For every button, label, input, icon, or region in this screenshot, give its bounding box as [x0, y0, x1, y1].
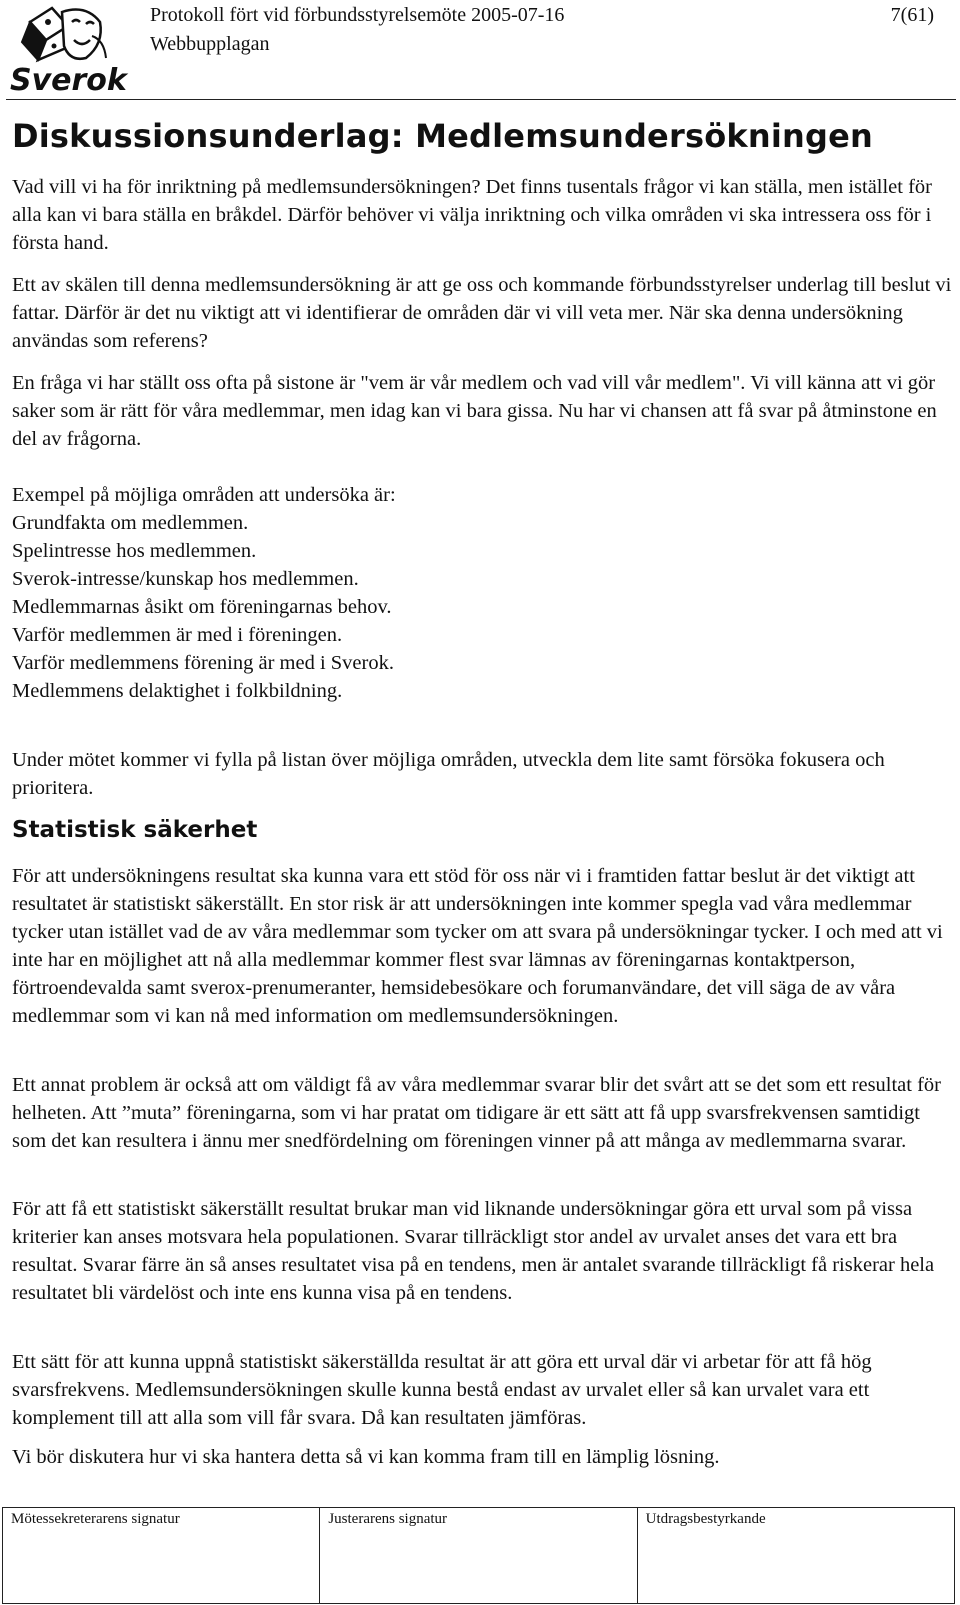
paragraph-stats-4: Ett sätt för att kunna uppnå statistiskt säkerställda resultat är att göra ett urval där vi arbetar för att få hög svarsfrekvens. Medlemsundersökningen skulle kunna bestå endast av urvalet eller så kan urvalet vara ett komplement till att alla som vill får svara. Då kan resultaten jämföras.	[12, 1351, 872, 1429]
paragraph-stats-3: För att få ett statistiskt säkerställt resultat brukar man vid liknande undersökningar göra ett urval som på vissa kriterier kan anses motsvara hela populationen. Svarar tillräckligt stor andel av urvalet anses det vara ett bra resultat. Svarar färre än så anses resultatet visa på en tendens, men är antalet svarande tillräckligt få riskerar hela resultatet bli värdelöst och inte ens kunna visa på en tendens.	[12, 1198, 935, 1304]
list-item: Sverok-intresse/kunskap hos medlemmen.	[12, 568, 359, 590]
paragraph-closing: Under mötet kommer vi fylla på listan över möjliga områden, utveckla dem lite samt försöka fokusera och prioritera.	[12, 749, 885, 799]
paragraph-stats-1: För att undersökningens resultat ska kunna vara ett stöd för oss när vi i framtiden fattar beslut är det viktigt att resultatet är statistiskt säkerställt. En stor risk är att undersökningen inte kommer spegla vad våra medlemmar tycker utan istället vad de av våra medlemmar som tycker om att svara på undersökningar tycker. I och med att vi inte har en möjlighet att nå alla medlemmar kommer flest svar lämnas av föreningarnas kontaktperson, förtroendevalda samt sverox-prenumeranter, hemsidebesökare och forumanvändare, det vill säga de av våra medlemmar som vi kan nå med information om medlemsundersökningen.	[12, 865, 943, 1027]
examples-list	[12, 481, 952, 705]
signature-secretary: Mötessekreterarens signatur	[3, 1508, 320, 1603]
theater-masks-icon	[8, 2, 136, 96]
signature-table	[2, 1507, 955, 1604]
list-item: Varför medlemmen är med i föreningen.	[12, 624, 343, 646]
page-title: Diskussionsunderlag: Medlemsundersökningen	[12, 117, 873, 155]
paragraph-intro-1: Vad vill vi ha för inriktning på medlemsundersökningen? Det finns tusentals frågor vi kan ställa, men istället för alla kan vi bara ställa en bråkdel. Därför behöver vi välja inriktning och vilka områden vi ska intressera oss för i första hand.	[12, 176, 933, 254]
svg-text:Sverok: Sverok	[10, 63, 127, 96]
header-subtitle: Webbupplagan	[150, 33, 270, 55]
list-item: Exempel på möjliga områden att undersöka är:	[12, 484, 396, 506]
header-divider	[6, 99, 956, 100]
signature-certification: Utdragsbestyrkande	[645, 1511, 766, 1527]
list-item: Medlemmens delaktighet i folkbildning.	[12, 680, 343, 702]
section-heading: Statistisk säkerhet	[12, 817, 258, 843]
list-item: Grundfakta om medlemmen.	[12, 512, 249, 534]
list-item: Varför medlemmens förening är med i Sverok.	[12, 652, 394, 674]
list-item: Spelintresse hos medlemmen.	[12, 540, 257, 562]
paragraph-stats-2: Ett annat problem är också att om väldigt få av våra medlemmar svarar blir det svårt att se det som ett resultat för helheten. Att ”muta” föreningarna, som vi har pratat om tidigare är ett sätt att få upp svarsfrekvensen samtidigt som det kan resultera i ännu mer snedfördelning om föreningen vinner på att många av medlemmarna svarar.	[12, 1074, 942, 1152]
paragraph-stats-5: Vi bör diskutera hur vi ska hantera detta så vi kan komma fram till en lämplig lösning.	[12, 1446, 720, 1468]
list-item: Medlemmarnas åsikt om föreningarnas behov.	[12, 596, 392, 618]
sverok-logo	[8, 2, 136, 96]
paragraph-intro-2: Ett av skälen till denna medlemsundersökning är att ge oss och kommande förbundsstyrelser underlag till beslut vi fattar. Därför är det nu viktigt att vi identifierar de områden där vi vill veta mer. När ska denna undersökning användas som referens?	[12, 274, 952, 352]
page-number: 7(61)	[890, 4, 934, 26]
paragraph-intro-3: En fråga vi har ställt oss ofta på sistone är "vem är vår medlem och vad vill vår medlem". Vi vill känna att vi gör saker som är rätt för våra medlemmar, men idag kan vi bara gissa. Nu har vi chansen att få svar på åtminstone en del av frågorna.	[12, 372, 937, 450]
signature-adjuster: Justerarens signatur	[320, 1508, 637, 1603]
header-title: Protokoll fört vid förbundsstyrelsemöte 2005-07-16	[150, 4, 565, 26]
